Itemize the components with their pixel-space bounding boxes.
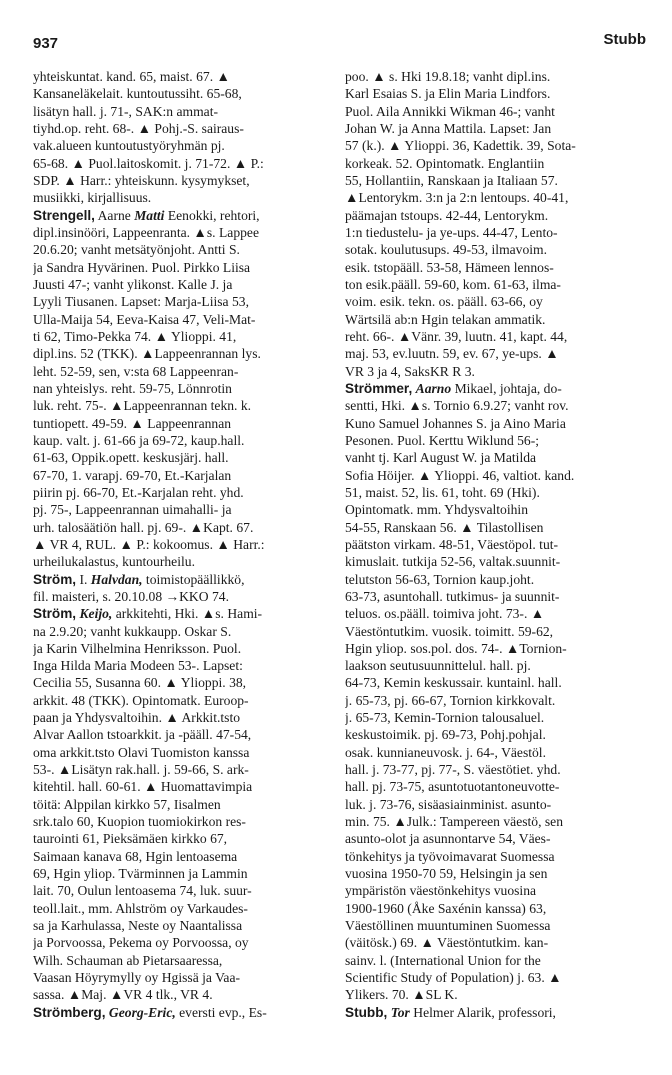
text-line: 64-73, Kemin keskussair. kuntainl. hall. xyxy=(345,675,562,691)
text-line: Inga Hilda Maria Modeen 53-. Lapset: xyxy=(33,658,243,674)
text-line: 20.6.20; vanht metsätyönjoht. Antti S. xyxy=(33,242,240,258)
text-line: Strengell, Aarne Matti Eenokki, rehtori, xyxy=(33,207,260,223)
text-line: nan yhteislys. reht. 59-75, Lönnrotin xyxy=(33,380,232,396)
given-name: Tor xyxy=(390,1004,410,1020)
text-line: Väestöntutkim. vuosik. toimitt. 59-62, xyxy=(345,623,554,639)
text-line: 54-55, Ranskaan 56. ▲ Tilastollisen xyxy=(345,519,544,535)
text-line: ton esik.pääll. 59-60, kom. 61-63, ilma- xyxy=(345,276,561,292)
text-line: Ylikers. 70. ▲SL K. xyxy=(345,987,458,1003)
text-line: Johan W. ja Anna Mattila. Lapset: Jan xyxy=(345,120,552,136)
text-line: Opintomatk. mm. Yhdysvaltoihin xyxy=(345,502,529,518)
text-line: poo. ▲ s. Hki 19.8.18; vanht dipl.ins. xyxy=(345,69,551,84)
text-line: Ström, I. Halvdan, toimistopäällikkö, xyxy=(33,571,245,587)
text-line: Strömberg, Georg-Eric, eversti evp., Es- xyxy=(33,1004,267,1020)
text-line: urh. talosäätiön hall. pj. 69-. ▲Kapt. 67. xyxy=(33,519,254,535)
text-line: sainv. l. (International Union for the xyxy=(345,952,541,968)
text-line: 55, Hollantiin, Ranskaan ja Italiaan 57. xyxy=(345,172,558,188)
text-line: musiikki, kirjallisuus. xyxy=(33,190,152,206)
text-line: 51, maist. 52, lis. 61, toht. 69 (Hki). xyxy=(345,484,540,500)
text-line: Cecilia 55, Susanna 60. ▲ Ylioppi. 38, xyxy=(33,675,247,691)
text-line: hall. pj. 73-75, asuntotuotantoneuvotte- xyxy=(345,779,560,795)
text-line: ▲Lentorykm. 3:n ja 2:n lentoups. 40-41, xyxy=(345,190,569,206)
text-line: (väitösk.) 69. ▲ Väestöntutkim. kan- xyxy=(345,935,549,951)
text-line: VR 3 ja 4, SaksKR R 3. xyxy=(345,363,475,379)
text-line: 1:n tiedustelu- ja ye-ups. 44-47, Lento- xyxy=(345,224,558,240)
text-line: srk.talo 60, Kuopion tuomiokirkon res- xyxy=(33,814,246,830)
text-line: Strömmer, Aarno Mikael, johtaja, do- xyxy=(345,380,562,396)
text-line: lisätyn hall. j. 71-, SAK:n ammat- xyxy=(33,103,219,119)
text-line: Pesonen. Puol. Kerttu Wiklund 56-; xyxy=(345,432,540,448)
guide-word: Stubb xyxy=(603,31,646,48)
text-line: Ström, Keijo, arkkitehti, Hki. ▲s. Hami- xyxy=(33,606,263,622)
text-line: luk. j. 73-76, sisäasiainminist. asunto- xyxy=(345,796,552,812)
given-name: Matti xyxy=(134,207,165,223)
text-line: kaup. valt. j. 61-66 ja 69-72, kaup.hall. xyxy=(33,432,245,448)
text-line: voim. esik. tekn. os. pääll. 63-66, oy xyxy=(345,294,543,310)
text-line: vak.alueen kuntoutustyöryhmän pj. xyxy=(33,138,225,154)
text-line: leht. 52-59, sen, v:sta 68 Lappeenran- xyxy=(33,363,239,379)
text-line: asunto-olot ja asunnontarve 54, Väes- xyxy=(345,831,551,847)
text-line: Saimaan kanava 68, Hgin lentoasema xyxy=(33,848,238,864)
entry-headword: Stubb, xyxy=(345,1004,388,1020)
entry-headword: Ström, xyxy=(33,606,77,622)
text-line: vuosina 1950-70 59, Helsingin ja sen xyxy=(345,866,548,882)
given-name: Keijo, xyxy=(79,606,113,622)
text-line: dipl.ins. 52 (TKK). ▲Lappeenrannan lys. xyxy=(33,346,261,362)
text-line: na 2.9.20; vanht kukkaupp. Oskar S. xyxy=(33,623,232,639)
text-line: Väestöllinen muuntuminen Suomessa xyxy=(345,918,551,934)
text-line: 69, Hgin yliop. Tvärminnen ja Lammin xyxy=(33,866,248,882)
text-line: pj. 75-, Lappeenrannan uimahalli- ja xyxy=(33,502,232,518)
text-line: Lyyli Tiusanen. Lapset: Marja-Liisa 53, xyxy=(33,294,249,310)
text-line: paan ja Yhdysvaltoihin. ▲ Arkkit.tsto xyxy=(33,710,241,726)
text-line: teoll.lait., mm. Ahlström oy Varkaudes- xyxy=(33,900,248,916)
text-line: ympäristön väestönkehitys vuosina xyxy=(345,883,537,899)
text-line: Vaasan Höyrymylly oy Hgissä ja Vaa- xyxy=(33,970,241,986)
text-line: ja Porvoossa, Pekema oy Porvoossa, oy xyxy=(33,935,249,951)
text-line: yhteiskuntat. kand. 65, maist. 67. ▲ xyxy=(33,69,230,84)
text-line: fil. maisteri, s. 20.10.08 →KKO 74. xyxy=(33,588,229,604)
text-line: 61-63, Oppik.opett. keskusjärj. hall. xyxy=(33,450,229,466)
page-number: 937 xyxy=(33,35,59,52)
text-line: luk. reht. 75-. ▲Lappeenrannan tekn. k. xyxy=(33,398,252,414)
text-line: korkeak. 52. Opintomatk. Englantiin xyxy=(345,155,545,171)
left-column xyxy=(33,68,328,1021)
text-line: 53-. ▲Lisätyn rak.hall. j. 59-66, S. ark- xyxy=(33,762,249,778)
text-line: ▲ VR 4, RUL. ▲ P.: kokoomus. ▲ Harr.: xyxy=(33,536,265,552)
text-line: piirin pj. 66-70, Et.-Karjalan reht. yhd. xyxy=(33,484,244,500)
text-line: Alvar Aallon tstoarkkit. ja -pääll. 47-54, xyxy=(33,727,252,743)
text-line: Karl Esaias S. ja Elin Maria Lindfors. xyxy=(345,86,551,102)
text-line: tiyhd.op. reht. 68-. ▲ Pohj.-S. sairaus- xyxy=(33,120,244,136)
text-line: tönkehitys ja työvoimavarat Suomessa xyxy=(345,848,555,864)
text-line: taurointi 61, Pieksämäen kirkko 67, xyxy=(33,831,228,847)
text-line: 1900-1960 (Åke Saxénin kanssa) 63, xyxy=(345,900,547,916)
text-line: kimuslait. tutkija 52-56, valtak.suunnit- xyxy=(345,554,561,570)
text-line: laakson seutusuunnittelul. hall. pj. xyxy=(345,658,531,674)
text-line: min. 75. ▲Julk.: Tampereen väestö, sen xyxy=(345,814,564,830)
text-line: arkkit. 48 (TKK). Opintomatk. Euroop- xyxy=(33,692,249,708)
text-line: esik. tstopääll. 53-58, Hämeen lennos- xyxy=(345,259,554,275)
text-line: Ulla-Maija 54, Eeva-Kaisa 47, Veli-Mat- xyxy=(33,311,256,327)
text-line: vanht tj. Karl August W. ja Matilda xyxy=(345,450,537,466)
text-line: Wärtsilä ab:n Hgin telakan ammatik. xyxy=(345,311,546,327)
text-line: sentti, Hki. ▲s. Tornio 6.9.27; vanht rov. xyxy=(345,398,569,414)
text-line: Sofia Höijer. ▲ Ylioppi. 46, valtiot. kand. xyxy=(345,467,575,483)
entry-headword: Strengell, xyxy=(33,207,95,223)
text-line: j. 65-73, pj. 66-67, Tornion kirkkovalt. xyxy=(345,692,556,708)
text-line: 67-70, 1. varapj. 69-70, Et.-Karjalan xyxy=(33,467,232,483)
text-line: oma arkkit.tsto Olavi Tuomiston kanssa xyxy=(33,744,250,760)
text-line: telutston 56-63, Tornion kaup.joht. xyxy=(345,571,535,587)
text-line: töitä: Alppilan kirkko 57, Iisalmen xyxy=(33,796,221,812)
text-line: Kuno Samuel Johannes S. ja Aino Maria xyxy=(345,415,566,431)
text-line: Puol. Aila Annikki Wikman 46-; vanht xyxy=(345,103,555,119)
text-line: j. 65-73, Kemin-Tornion talousaluel. xyxy=(345,710,545,726)
entry-headword: Ström, xyxy=(33,571,77,587)
text-line: kitehtil. hall. 60-61. ▲ Huomattavimpia xyxy=(33,779,253,795)
text-line: 65-68. ▲ Puol.laitoskomit. j. 71-72. ▲ P.: xyxy=(33,155,264,171)
text-line: ja Karin Vilhelmina Henriksson. Puol. xyxy=(33,640,242,656)
text-line: Kansaneläkelait. kuntoutussiht. 65-68, xyxy=(33,86,242,102)
text-line: tuntiopett. 49-59. ▲ Lappeenrannan xyxy=(33,415,232,431)
text-line: osak. kunnianeuvosk. j. 64-, Väestöl. xyxy=(345,744,546,760)
text-line: SDP. ▲ Harr.: yhteiskunn. kysymykset, xyxy=(33,172,250,188)
text-line: päämajan tstoups. 42-44, Lentorykm. xyxy=(345,207,549,223)
entry-headword: Strömmer, xyxy=(345,380,413,396)
text-line: Stubb, Tor Helmer Alarik, professori, xyxy=(345,1004,556,1020)
text-line: sa ja Karhulassa, Neste oy Naantalissa xyxy=(33,918,243,934)
text-line: Hgin yliop. sos.pol. dos. 74-. ▲Tornion- xyxy=(345,640,567,656)
text-line: ti 62, Timo-Pekka 74. ▲ Ylioppi. 41, xyxy=(33,328,237,344)
text-line: Wilh. Schauman ab Pietarsaaressa, xyxy=(33,952,223,968)
text-line: reht. 66-. ▲Vänr. 39, luutn. 41, kapt. 44, xyxy=(345,328,568,344)
text-line: sotak. koulutusups. 49-53, ilmavoim. xyxy=(345,242,548,258)
text-line: Scientific Study of Population) j. 63. ▲ xyxy=(345,970,562,986)
text-line: hall. j. 73-77, pj. 77-, S. väestötiet. yhd. xyxy=(345,762,561,778)
text-line: päätston virkam. 48-51, Väestöpol. tut- xyxy=(345,536,559,552)
given-name: Georg-Eric, xyxy=(108,1004,176,1020)
text-line: Juusti 47-; vanht ylikonst. Kalle J. ja xyxy=(33,276,233,292)
text-line: urheilukalastus, kuntourheilu. xyxy=(33,554,195,570)
given-name: Aarno xyxy=(415,380,452,396)
text-line: 57 (k.). ▲ Ylioppi. 36, Kadettik. 39, Sota- xyxy=(345,138,576,154)
text-line: keskustoimik. pj. 69-73, Pohj.pohjal. xyxy=(345,727,546,743)
entry-headword: Strömberg, xyxy=(33,1004,106,1020)
text-line: 63-73, asuntohall. tutkimus- ja suunnit- xyxy=(345,588,560,604)
text-line: dipl.insinööri, Lappeenranta. ▲s. Lappee xyxy=(33,224,259,240)
given-name: Halvdan, xyxy=(90,571,143,587)
text-line: ja Sandra Hyvärinen. Puol. Pirkko Liisa xyxy=(33,259,251,275)
text-line: maj. 53, ev.luutn. 59, ev. 67, ye-ups. ▲ xyxy=(345,346,559,362)
right-column xyxy=(345,68,641,1021)
text-line: teluos. os.pääll. toimiva joht. 73-. ▲ xyxy=(345,606,545,622)
text-line: lait. 70, Oulun lentoasema 74, luk. suur- xyxy=(33,883,252,899)
text-line: sassa. ▲Maj. ▲VR 4 tlk., VR 4. xyxy=(33,987,213,1003)
